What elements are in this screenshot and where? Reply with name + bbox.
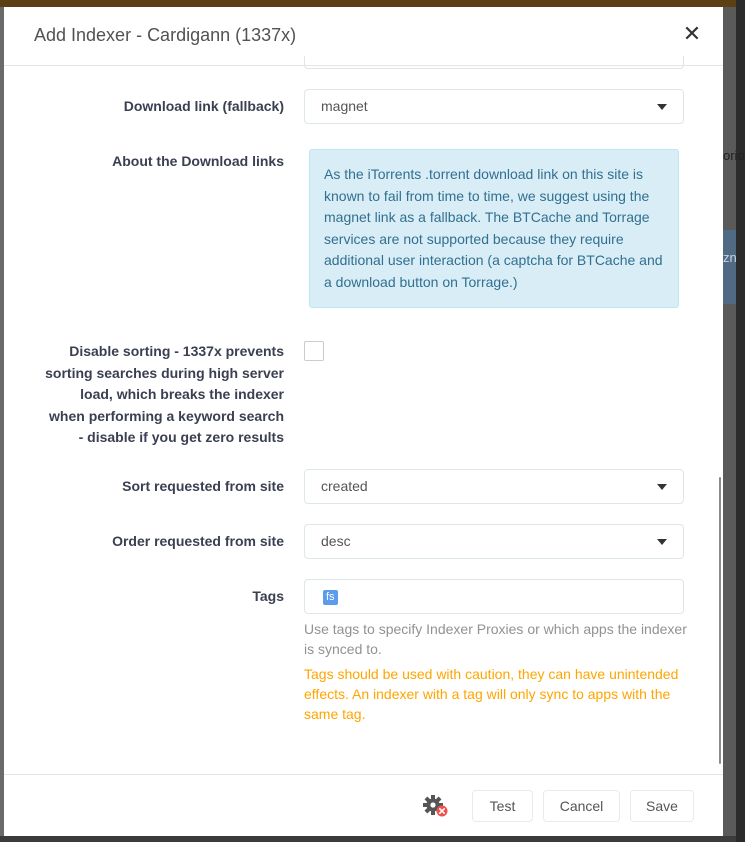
gear-icon[interactable] [422, 793, 450, 819]
tags-help-text: Use tags to specify Indexer Proxies or which apps the indexer is synced to. [304, 621, 687, 657]
download-fallback-label: Download link (fallback) [123, 98, 284, 114]
caret-down-icon [657, 539, 667, 545]
caret-down-icon [657, 484, 667, 490]
app-topbar [0, 0, 736, 7]
tags-label: Tags [252, 588, 284, 604]
modal-footer [4, 774, 723, 836]
backdrop-column-header: orio [723, 148, 745, 163]
disable-sorting-label: Disable sorting - 1337x prevents sorting searches during high server load, which breaks the indexer when performing a keyword search - disable if you get zero results [45, 343, 284, 445]
sort-label: Sort requested from site [122, 478, 284, 494]
add-indexer-modal [4, 7, 723, 836]
tags-warning-text: Tags should be used with caution, they can have unintended effects. An indexer with a tag will only sync to apps with the same tag. [304, 666, 679, 722]
tag-chip[interactable]: fs [323, 590, 338, 605]
backdrop-row-text: zn [723, 250, 737, 265]
page-backdrop-bottom [0, 836, 736, 842]
test-button[interactable]: Test [472, 790, 533, 822]
previous-field-partial[interactable] [304, 56, 684, 69]
save-button[interactable]: Save [630, 790, 694, 822]
download-fallback-value: magnet [321, 98, 368, 114]
sort-select[interactable] [304, 469, 684, 504]
page-backdrop-right [723, 7, 745, 836]
about-download-info: As the iTorrents .torrent download link on this site is known to fail from time to time, we suggest using the magnet link as a fallback. The BTCache and Torrage services are not supported because they require additional user interaction (a captcha for BTCache and a download button on Torrage.) [309, 149, 679, 308]
tags-input[interactable] [304, 579, 684, 614]
backdrop-selected-row [723, 230, 736, 304]
order-select[interactable] [304, 524, 684, 559]
modal-title: Add Indexer - Cardigann (1337x) [34, 25, 297, 45]
order-value: desc [321, 533, 351, 549]
modal-scrollbar[interactable] [719, 477, 721, 764]
caret-down-icon [657, 104, 667, 110]
sort-value: created [321, 478, 368, 494]
download-fallback-select[interactable] [304, 89, 684, 124]
close-icon[interactable]: ✕ [682, 21, 702, 46]
order-label: Order requested from site [112, 533, 284, 549]
modal-body [4, 66, 723, 774]
disable-sorting-checkbox[interactable] [304, 341, 324, 361]
cancel-button[interactable]: Cancel [543, 790, 620, 822]
about-download-label: About the Download links [112, 153, 284, 169]
